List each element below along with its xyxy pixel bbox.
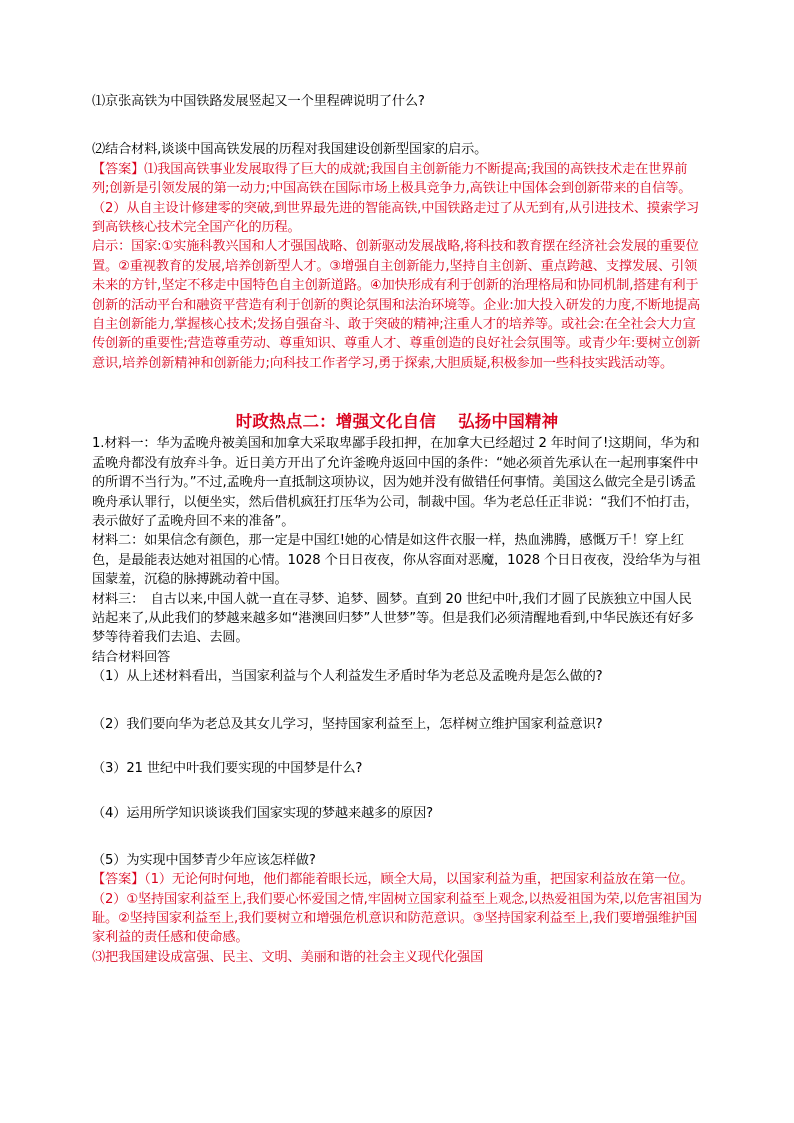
material-1: 1.材料一：华为孟晚舟被美国和加拿大采取卑鄙手段扣押，在加拿大已经超过 2 年时间了!这期间，华为和孟晚舟都没有放弃斗争。近日美方开出了允许釜晚舟返回中国的条件：“她必须首先承认在一起刑事案件中的所谓不当行为。”不过,孟晚舟一直抵制这项协议，因为她并没有做错任何事情。美国这么做完全是引诱孟晚舟承认罪行，以便坐实，然后借机疯狂打压华为公司，制裁中国。华为老总任正非说：“我们不怕打击，表示做好了孟晚舟回不来的准备”。: [92, 436, 700, 529]
answer-3-part1: 启示：国家:①实施科教兴国和人才强国战略、创新驱动发展战略,将科技和教育摆在经济社会发展的重要位置。: [92, 239, 699, 274]
material-2: 材料二：如果信念有颜色，那一定是中国红!她的心情是如这件衣服一样，热血沸腾，感慨万千！穿上红色，是最能表达她对祖国的心情。1028 个日日夜夜，你从容面对恶魔，1028 个日日夜夜，没给华为与祖国蒙羞，沉稳的脉搏跳动着中国。: [92, 533, 701, 588]
answer-tag: 【答案】: [92, 872, 145, 888]
answer-space: [92, 778, 702, 804]
answer-s2-2: （2）①坚持国家利益至上,我们要心怀爱国之情,牢固树立国家利益至上观念,以热爱祖国为荣,以危害祖国为耻。②坚持国家利益至上,我们要树立和增强危机意识和防范意识。③坚持国家利益至上,我们要增强维护国家利益的责任感和使命感。: [92, 891, 702, 946]
question-s2-3: （3）21 世纪中叶我们要实现的中国梦是什么?: [92, 760, 363, 776]
question-s2-1: （1）从上述材料看出，当国家利益与个人利益发生矛盾时华为老总及孟晚舟是怎么做的?: [92, 669, 603, 685]
answer-s2-3: ⑶把我国建设成富强、民主、文明、美丽和谐的社会主义现代化强国: [92, 949, 484, 965]
answer-3-part2: ②重视教育的发展,培养创新型人才。③增强自主创新能力,: [118, 258, 450, 274]
answer-3: [92, 237, 702, 373]
answer-s2-1-text: （1）无论何时何地，他们都能着眼长远，顾全大局，以国家利益为重，把国家利益放在第一位。: [144, 872, 694, 888]
answer-space: [92, 824, 702, 851]
answer-space: [92, 111, 702, 140]
question-s2-2: （2）我们要向华为老总及其女儿学习，坚持国家利益至上，怎样树立维护国家利益意识?: [92, 716, 603, 732]
section-heading-part1: 时政热点二：增强文化自信: [235, 412, 437, 432]
answer-tag: 【答案】: [92, 161, 145, 177]
section-heading: [92, 411, 702, 433]
answer-3-part3: 坚持自主创新、重点跨越、支撑发展、引领未来的方针,坚定不移走中国特色自主创新道路。④加快形成有利于创新的治理格局和协同机制,搭建有利于创新的活动平台和融资平营造有利于创新的舆论氛围和法治环境等。企业:加大投入研发的力度,不断地提高自主创新能力,掌握核心技术;发扬自强奋斗、敢于突破的精神;注重人才的培养等。或社会:在全社会大力宣传创新的重要性;营造尊重劳动、尊重知识、尊重人才、尊重创造的良好社会氛围等。或青少年:要树立创新意识,培养创新精神和创新能力;向科技工作者学习,勇于探索,大胆质疑,积极参加一些科技实践活动等。: [92, 258, 701, 371]
question-2: ⑵结合材料,谈谈中国高铁发展的历程对我国建设创新型国家的启示。: [92, 142, 488, 158]
section-heading-part2: 弘扬中国精神: [458, 412, 559, 432]
answer-1: [92, 160, 702, 199]
answer-2: （2）从自主设计修建零的突破,到世界最先进的智能高铁,中国铁路走过了从无到有,从引进技术、摸索学习到高铁核心技术完全国产化的历程。: [92, 200, 700, 236]
question-s2-4: （4）运用所学知识谈谈我们国家实现的梦越来越多的原因?: [92, 806, 434, 822]
answer-space: [92, 687, 702, 715]
answer-space: [92, 734, 702, 759]
question-s2-5: （5）为实现中国梦青少年应该怎样做?: [92, 852, 316, 868]
material-3: 材料三： 自古以来,中国人就一直在寻梦、追梦、圆梦。直到 20 世纪中叶,我们才圆了民族独立中国人民站起来了,从此我们的梦越来越多如“港澳回归梦”人世梦”等。但是我们必须清醒地看到,中华民族还有好多梦等待着我们去追、去圆。: [92, 591, 694, 646]
answer-s2-1: [92, 870, 702, 889]
answer-1-text: ⑴我国高铁事业发展取得了巨大的成就;我国自主创新能力不断提高;我国的高铁技术走在世界前列;创新是引领发展的第一动力;中国高铁在国际市场上极具竞争力,高铁让中国体会到创新带来的自信等。: [92, 161, 692, 197]
question-1: ⑴京张高铁为中国铁路发展竖起又一个里程碑说明了什么?: [92, 94, 425, 109]
prompt-text: 结合材料回答: [92, 649, 171, 665]
